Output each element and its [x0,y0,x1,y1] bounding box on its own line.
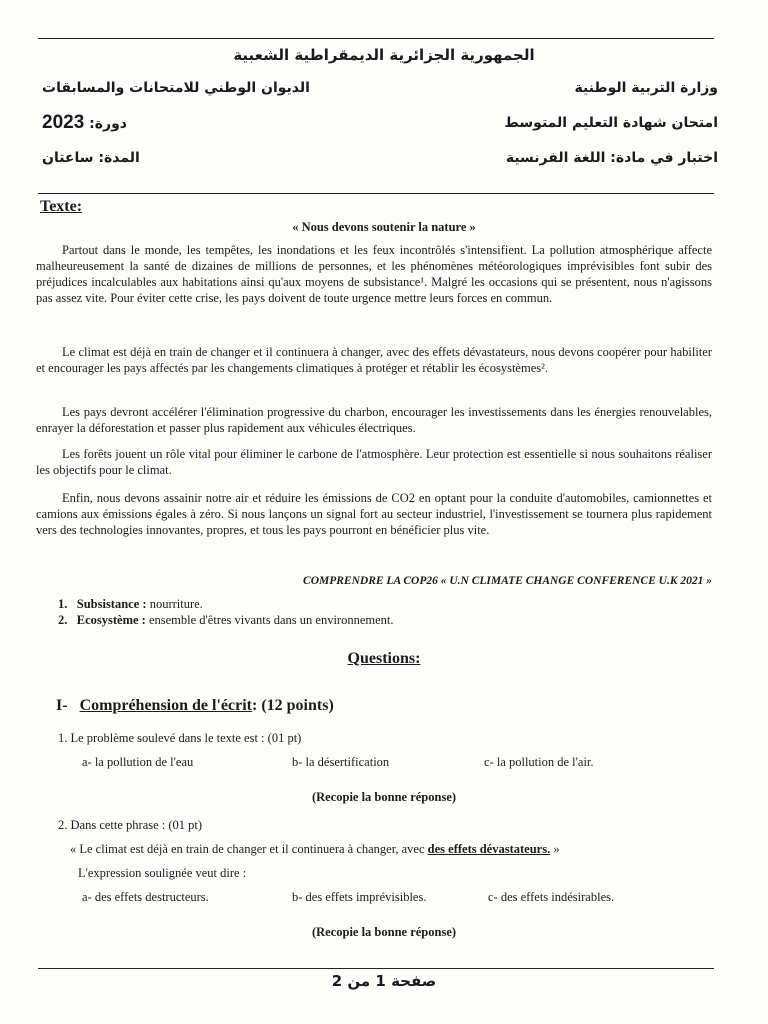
q2-explanation: L'expression soulignée veut dire : [78,866,247,880]
q2-option-a: a- des effets destructeurs. [82,890,209,904]
republic-title: الجمهورية الجزائرية الديمقراطية الشعبية [233,46,535,64]
section-title: Compréhension de l'écrit [79,697,252,714]
section-number: I- [56,697,68,714]
quote-start: « Le climat est déjà en train de changer et il continuera à changer, avec [70,842,428,856]
q2-option-b: b- des effets imprévisibles. [292,890,427,904]
footnote-definition: nourriture. [146,597,203,611]
ministry-name: وزارة التربية الوطنية [574,80,718,96]
paragraph-1: Partout dans le monde, les tempêtes, les inondations et les feux incontrôlés s'intensifient. La pollution atmosphérique affecte malheureusement la santé de dizaines de millions de personnes, et les phénomènes météorologiques imprévisibles font subir des préjudices incalculables aux habitations ainsi qu'aux moyens de subsistance¹. Malgré les occasions qui se présentent, nous n'agissons pas assez vite. Pour éviter cette crise, les pays doivent de toute urgence mettre leurs forces en commun. [36,243,712,305]
text-source: COMPRENDRE LA COP26 « U.N CLIMATE CHANGE CONFERENCE U.K 2021 » [303,575,712,587]
footer-rule [38,968,714,969]
paragraph-3: Les pays devront accélérer l'élimination progressive du charbon, encourager les investissements dans les énergies renouvelables, enrayer la déforestation et passer plus rapidement aux véhicules électriques. [36,405,712,435]
text-title: « Nous devons soutenir la nature » [292,220,476,234]
footnote-number: 2. [58,613,68,627]
text-label: Texte: [40,198,83,215]
question-1: 1. Le problème soulevé dans le texte est : (01 pt) [58,731,302,745]
quote-end: » [550,842,560,856]
exam-duration: المدة: ساعتان [42,150,140,166]
paragraph-2: Le climat est déjà en train de changer et il continuera à changer, avec des effets dévastateurs, nous devons coopérer pour habiliter et encourager les pays affectés par les changements climatiques à protéger et rétablir les écosystèmes². [36,345,712,375]
footnote-term: Subsistance : [76,597,147,611]
footnote-term: Ecosystème : [76,613,146,627]
section-heading [56,697,334,715]
questions-heading: Questions: [347,650,421,667]
footnote-number: 1. [58,597,68,611]
exam-subject: اختبار في مادة: اللغة الفرنسية [505,150,718,166]
q1-option-a: a- la pollution de l'eau [82,755,194,769]
exam-session [42,112,127,134]
footnote-2 [58,612,394,628]
paragraph-5: Enfin, nous devons assainir notre air et réduire les émissions de CO2 en optant pour la conduite d'automobiles, camionnettes et camions aux émissions égales à zéro. Si nous lançons un signal fort au secteur industriel, l'investissement se tournera plus rapidement vers des technologies innovantes, propres, et tous les pays pourront en bénéficier plus vite. [36,491,712,537]
exam-office: الديوان الوطني للامتحانات والمسابقات [42,80,310,96]
page-number: صفحة 1 من 2 [331,972,437,990]
paragraph-4: Les forêts jouent un rôle vital pour éliminer le carbone de l'atmosphère. Leur protection est essentielle si nous souhaitons réaliser les objectifs pour le climat. [36,447,712,477]
question-2: 2. Dans cette phrase : (01 pt) [58,818,203,832]
q1-option-c: c- la pollution de l'air. [484,755,594,769]
q2-quote [70,842,560,857]
q2-option-c: c- des effets indésirables. [488,890,615,904]
exam-name: امتحان شهادة التعليم المتوسط [504,115,718,131]
q2-instruction: (Recopie la bonne réponse) [311,925,457,939]
session-label: دورة: [89,116,127,132]
header-rule [38,193,714,194]
q1-instruction: (Recopie la bonne réponse) [311,790,457,804]
footnote-definition: ensemble d'êtres vivants dans un environnement. [145,613,394,627]
footnotes [58,596,394,628]
q1-option-b: b- la désertification [292,755,390,769]
quote-underlined: des effets dévastateurs. [427,842,551,856]
footnote-1 [58,596,394,612]
session-year: 2023 [42,112,85,133]
section-points: : (12 points) [251,697,334,714]
top-rule [38,38,714,39]
